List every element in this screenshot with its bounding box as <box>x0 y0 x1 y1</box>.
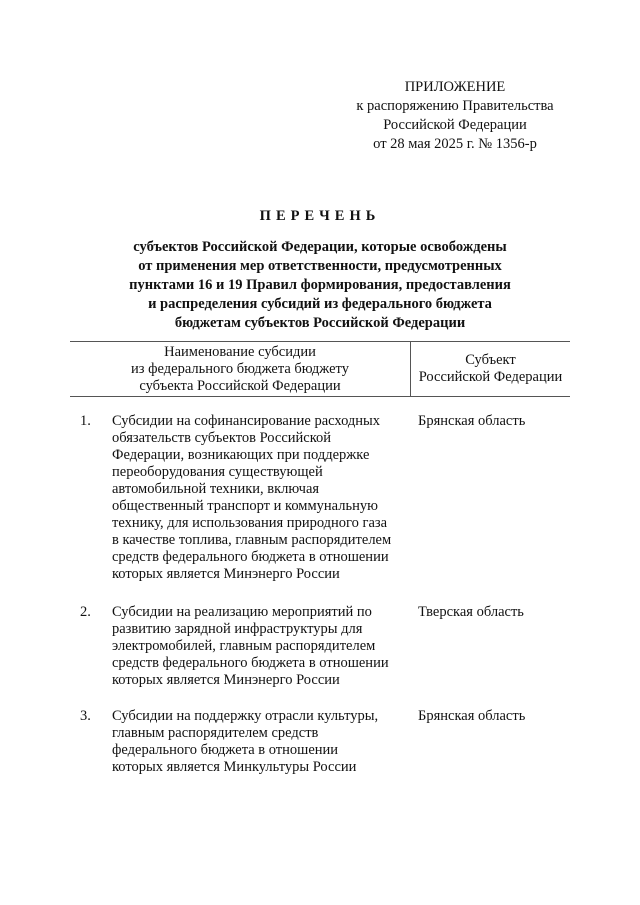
row-line: которых является Минэнерго России <box>112 672 340 688</box>
appendix-block <box>330 78 580 154</box>
row-line: Субсидии на поддержку отрасли культуры, <box>112 708 379 724</box>
subtitle-line: субъектов Российской Федерации, которые освобождены <box>133 239 507 255</box>
row-line: общественный транспорт и коммунальную <box>112 498 378 514</box>
row-subsidy-text <box>112 413 412 583</box>
subtitle-line: пунктами 16 и 19 Правил формирования, предоставления <box>129 277 511 293</box>
subtitle-line: бюджетам субъектов Российской Федерации <box>174 315 466 331</box>
appendix-line: от 28 мая 2025 г. № 1356-р <box>373 136 537 152</box>
row-subject: Брянская область <box>418 413 526 429</box>
row-subject: Брянская область <box>418 708 526 724</box>
header-line: из федерального бюджета бюджету <box>131 360 349 377</box>
row-line: средств федерального бюджета в отношении <box>112 655 389 671</box>
row-line: электромобилей, главным распорядителем <box>112 638 376 654</box>
row-line: которых является Минкультуры России <box>112 759 357 775</box>
row-number: 1. <box>80 413 91 429</box>
table-header <box>70 341 570 397</box>
row-line: в качестве топлива, главным распорядителем <box>112 532 392 548</box>
row-subject: Тверская область <box>418 604 524 620</box>
row-line: переоборудования существующей <box>112 464 323 480</box>
row-line: которых является Минэнерго России <box>112 566 340 582</box>
row-line: федерального бюджета в отношении <box>112 742 339 758</box>
row-number: 3. <box>80 708 91 724</box>
header-line: Российской Федерации <box>418 369 563 385</box>
row-line: развитию зарядной инфраструктуры для <box>112 621 363 637</box>
subtitle-line: от применения мер ответственности, предусмотренных <box>138 258 502 274</box>
document-title: ПЕРЕЧЕНЬ <box>259 208 381 224</box>
row-subsidy-text <box>112 604 412 689</box>
row-line: автомобильной техники, включая <box>112 481 320 497</box>
row-line: Субсидии на реализацию мероприятий по <box>112 604 372 620</box>
row-line: Субсидии на софинансирование расходных <box>112 413 381 429</box>
header-subject <box>411 342 570 396</box>
subtitle-line: и распределения субсидий из федерального бюджета <box>148 296 492 312</box>
row-subsidy-text <box>112 708 412 776</box>
appendix-line: к распоряжению Правительства <box>356 98 554 114</box>
row-line: главным распорядителем средств <box>112 725 319 741</box>
appendix-line: ПРИЛОЖЕНИЕ <box>404 79 506 95</box>
header-subsidy-name <box>70 342 411 396</box>
row-number: 2. <box>80 604 91 620</box>
appendix-line: Российской Федерации <box>383 117 527 133</box>
row-line: технику, для использования природного газа <box>112 515 388 531</box>
row-line: средств федерального бюджета в отношении <box>112 549 389 565</box>
row-line: Федерации, возникающих при поддержке <box>112 447 370 463</box>
header-line: Субъект <box>465 352 516 368</box>
header-line: субъекта Российской Федерации <box>139 377 341 394</box>
header-line: Наименование субсидии <box>164 343 316 360</box>
row-line: обязательств субъектов Российской <box>112 430 332 446</box>
document-subtitle <box>80 238 560 333</box>
